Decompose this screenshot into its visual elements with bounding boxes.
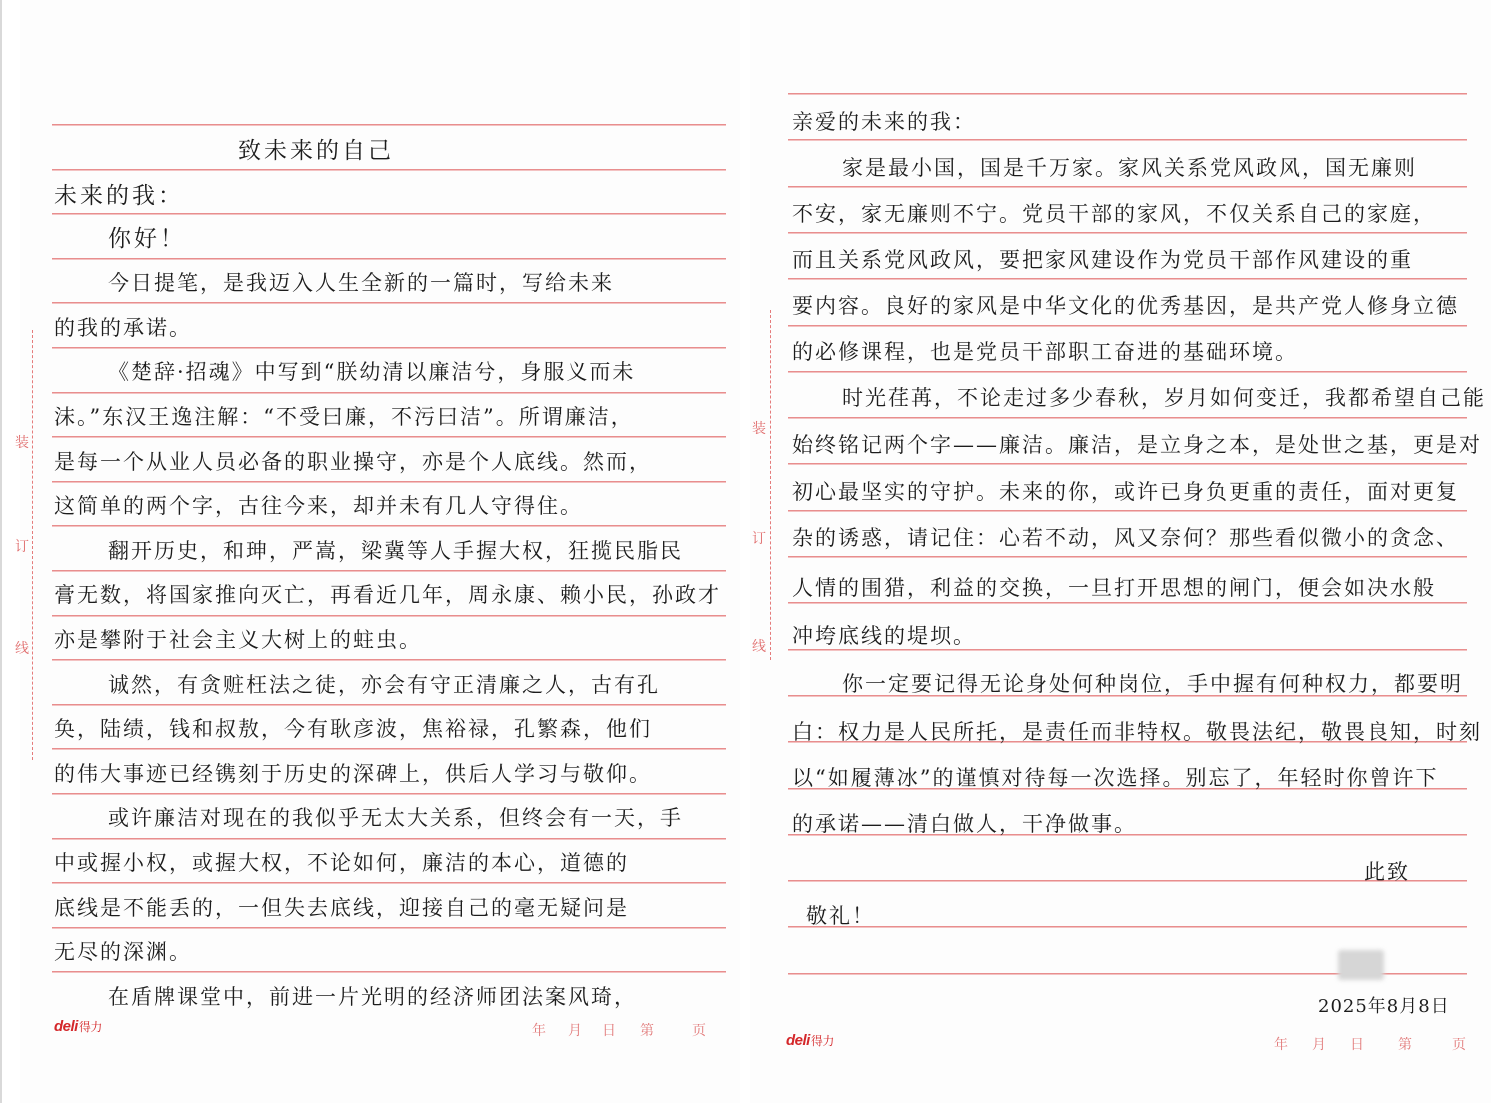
ruled-line <box>52 258 726 260</box>
footer-page-suffix: 页 <box>1452 1037 1466 1053</box>
footer-day-label: 日 <box>602 1023 616 1039</box>
ruled-line <box>52 124 726 126</box>
text-line: 时光荏苒，不论走过多少春秋，岁月如何变迁，我都希望自己能 <box>842 386 1486 410</box>
footer-page-prefix: 第 <box>640 1023 654 1039</box>
text-line: 在盾牌课堂中，前进一片光明的经济师团法案风琦， <box>108 985 637 1009</box>
ruled-line <box>788 139 1467 141</box>
footer-page-suffix: 页 <box>692 1023 706 1039</box>
text-line: 沫。”东汉王逸注解：“不受曰廉，不污曰洁”。所谓廉洁， <box>54 405 634 429</box>
binding-dashed-line <box>770 310 772 660</box>
text-line: 的必修课程，也是党员干部职工奋进的基础环境。 <box>792 340 1298 364</box>
ruled-line <box>52 704 726 706</box>
text-line: 或许廉洁对现在的我似乎无太大关系，但终会有一天，手 <box>108 806 683 830</box>
text-line: 家是最小国，国是千万家。家风关系党风政风，国无廉则 <box>842 156 1417 180</box>
text-line: 翻开历史，和珅，严嵩，梁冀等人手握大权，狂揽民脂民 <box>108 539 683 563</box>
letter-salutation: 亲爱的未来的我： <box>792 110 976 134</box>
ruled-line <box>52 570 726 572</box>
ruled-line <box>788 926 1467 928</box>
deli-logo: deli得力 <box>786 1032 834 1049</box>
ruled-line <box>52 302 726 304</box>
ruled-line <box>52 927 726 929</box>
ruled-line <box>788 649 1467 651</box>
text-line: 底线是不能丢的，一但失去底线，迎接自己的毫无疑问是 <box>54 896 629 920</box>
footer-day-label: 日 <box>1350 1037 1364 1053</box>
binding-char: 线 <box>752 639 766 655</box>
ruled-line <box>788 325 1467 327</box>
ruled-line <box>788 556 1467 558</box>
ruled-line <box>52 525 726 527</box>
ruled-line <box>52 436 726 438</box>
text-line: 以“如履薄冰”的谨慎对待每一次选择。别忘了，年轻时你曾许下 <box>792 766 1439 790</box>
ruled-line <box>52 392 726 394</box>
footer-page-prefix: 第 <box>1398 1037 1412 1053</box>
letter-title: 致未来的自己 <box>238 138 394 164</box>
text-line: 白：权力是人民所托，是责任而非特权。敬畏法纪，敬畏良知，时刻 <box>792 720 1482 744</box>
ruled-line <box>52 169 726 171</box>
letter-greeting: 未来的我： <box>54 183 184 209</box>
text-line: 无尽的深渊。 <box>54 940 192 964</box>
text-line: 的我的承诺。 <box>54 316 192 340</box>
ruled-line <box>52 838 726 840</box>
binding-char: 订 <box>15 539 29 555</box>
binding-char: 装 <box>752 421 766 437</box>
deli-logo: deli得力 <box>54 1018 102 1035</box>
text-line: 初心最坚实的守护。未来的你，或许已身负更重的责任，面对更复 <box>792 480 1459 504</box>
footer-month-label: 月 <box>1312 1037 1326 1053</box>
letter-hello: 你好！ <box>108 226 186 252</box>
text-line: 人情的围猎，利益的交换，一旦打开思想的闸门，便会如决水般 <box>792 576 1436 600</box>
ruled-line <box>52 971 726 973</box>
text-line: 今日提笔，是我迈入人生全新的一篇时，写给未来 <box>108 271 614 295</box>
text-line: 的承诺——清白做人，干净做事。 <box>792 812 1137 836</box>
text-line: 杂的诱惑，请记住：心若不动，风又奈何？那些看似微小的贪念、 <box>792 526 1459 550</box>
text-line: 《楚辞·招魂》中写到“朕幼清以廉洁兮，身服义而未 <box>108 360 636 384</box>
text-line: 你一定要记得无论身处何种岗位，手中握有何种权力，都要明 <box>842 672 1463 696</box>
ruled-line <box>52 615 726 617</box>
ruled-line <box>788 186 1467 188</box>
closing-text: 此致 <box>1364 860 1410 884</box>
ruled-line <box>788 510 1467 512</box>
text-line: 奂，陆绩，钱和叔敖，今有耿彦波，焦裕禄，孔繁森，他们 <box>54 717 652 741</box>
binding-char: 线 <box>15 641 29 657</box>
text-line: 而且关系党风政风，要把家风建设作为党员干部作风建设的重 <box>792 248 1413 272</box>
binding-char: 装 <box>15 435 29 451</box>
ruled-line <box>788 93 1467 95</box>
regards-text: 敬礼！ <box>806 904 875 928</box>
ruled-line <box>52 347 726 349</box>
text-line: 的伟大事迹已经镌刻于历史的深碑上，供后人学习与敬仰。 <box>54 762 652 786</box>
text-line: 始终铭记两个字——廉洁。廉洁，是立身之本，是处世之基，更是对 <box>792 433 1482 457</box>
ruled-line <box>52 882 726 884</box>
letter-page-right <box>750 0 1491 1103</box>
binding-char: 订 <box>752 531 766 547</box>
text-line: 膏无数，将国家推向灭亡，再看近几年，周永康、赖小民，孙政才 <box>54 583 721 607</box>
ruled-line <box>788 232 1467 234</box>
letter-page-left <box>15 0 740 1103</box>
text-line: 不安，家无廉则不宁。党员干部的家风，不仅关系自己的家庭， <box>792 202 1436 226</box>
text-line: 是每一个从业人员必备的职业操守，亦是个人底线。然而， <box>54 450 652 474</box>
footer-month-label: 月 <box>568 1023 582 1039</box>
redacted-signature <box>1338 950 1384 980</box>
ruled-line <box>52 748 726 750</box>
text-line: 中或握小权，或握大权，不论如何，廉洁的本心，道德的 <box>54 851 629 875</box>
text-line: 冲垮底线的堤坝。 <box>792 624 976 648</box>
ruled-line <box>52 213 726 215</box>
ruled-line <box>788 463 1467 465</box>
footer-year-label: 年 <box>1274 1037 1288 1053</box>
ruled-line <box>788 371 1467 373</box>
frame-edge <box>0 0 2 1103</box>
ruled-line <box>52 793 726 795</box>
text-line: 要内容。良好的家风是中华文化的优秀基因，是共产党人修身立德 <box>792 294 1459 318</box>
footer-year-label: 年 <box>532 1023 546 1039</box>
binding-dashed-line <box>32 330 34 760</box>
ruled-line <box>52 481 726 483</box>
ruled-line <box>788 417 1467 419</box>
text-line: 这简单的两个字，古往今来，却并未有几人守得住。 <box>54 494 583 518</box>
ruled-line <box>788 602 1467 604</box>
text-line: 诚然，有贪赃枉法之徒，亦会有守正清廉之人，古有孔 <box>108 673 660 697</box>
text-line: 亦是攀附于社会主义大树上的蛀虫。 <box>54 628 422 652</box>
ruled-line <box>788 278 1467 280</box>
letter-date: 2025年8月8日 <box>1318 996 1450 1017</box>
ruled-line <box>52 659 726 661</box>
